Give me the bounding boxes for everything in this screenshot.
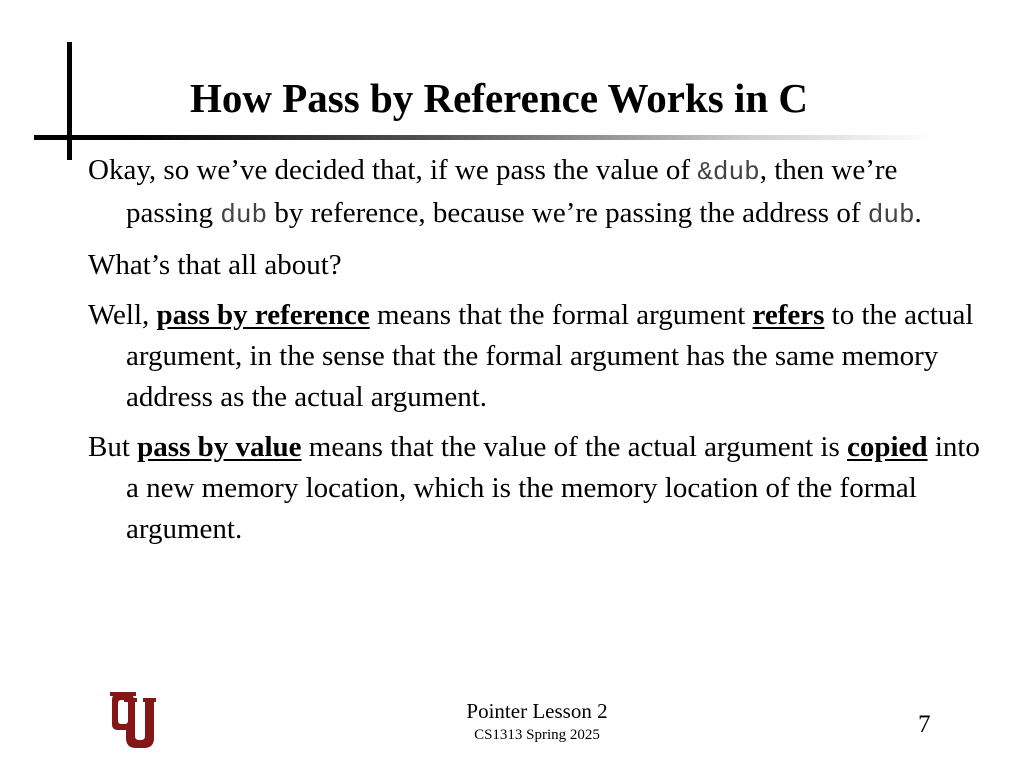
term-pass-by-value: pass by value (137, 431, 302, 463)
p3-text-3: to the actual argument, in the sense that the formal argument has the same memory address as the actual argument. (126, 299, 974, 413)
p1-text-4: . (914, 197, 922, 229)
page-number: 7 (918, 711, 931, 738)
paragraph-3 (88, 295, 988, 418)
ou-logo-icon (110, 690, 156, 750)
p3-text-2: means that the formal argument (369, 299, 753, 331)
code-address-of-dub: &dub (697, 157, 760, 187)
vertical-rule (67, 42, 72, 160)
slide-body (88, 150, 988, 559)
footer-center (437, 698, 637, 746)
p4-text-3: into a new memory location, which is the memory location of the formal argument. (126, 431, 980, 545)
p3-text-1: Well, (88, 299, 157, 331)
term-refers: refers (752, 299, 825, 331)
paragraph-2: What’s that all about? (88, 249, 342, 281)
footer-lesson: Pointer Lesson 2 (466, 699, 608, 723)
paragraph-1 (88, 150, 988, 236)
horizontal-rule (34, 135, 934, 140)
p4-text-1: But (88, 431, 138, 463)
code-dub-2: dub (867, 200, 915, 230)
footer-course: CS1313 Spring 2025 (474, 727, 600, 743)
code-dub: dub (220, 200, 268, 230)
slide-title: How Pass by Reference Works in C (190, 75, 809, 121)
p1-text-3: by reference, because we’re passing the address of (267, 197, 868, 229)
paragraph-4 (88, 427, 988, 550)
term-pass-by-reference: pass by reference (156, 299, 370, 331)
p4-text-2: means that the value of the actual argument is (301, 431, 847, 463)
p1-text-1: Okay, so we’ve decided that, if we pass the value of (88, 154, 698, 186)
p1-text-2: , then we’re passing (126, 154, 898, 229)
term-copied: copied (847, 431, 928, 463)
